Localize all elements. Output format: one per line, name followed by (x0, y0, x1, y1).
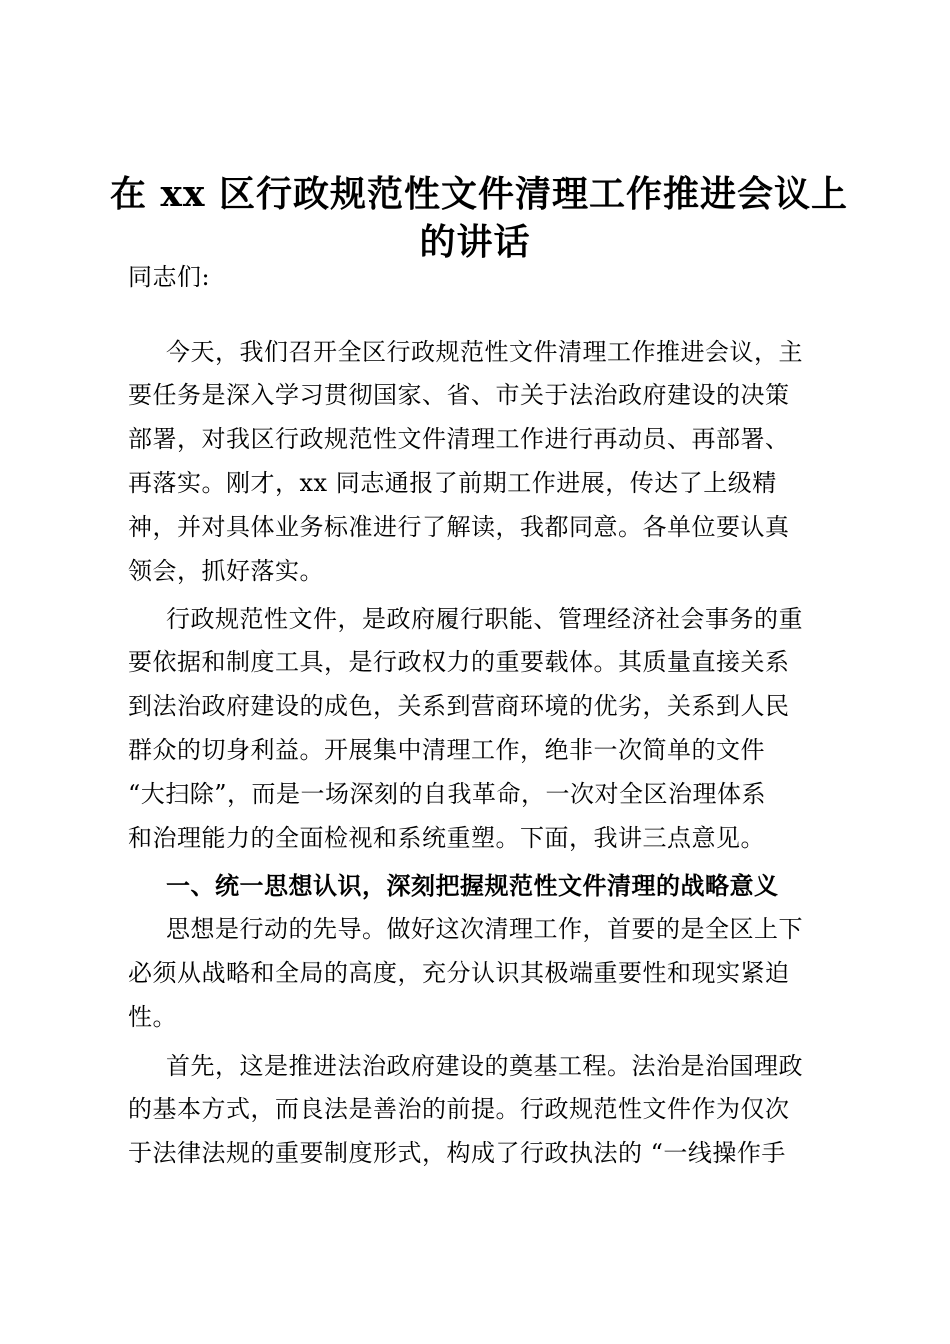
paragraph-line: 的基本方式，而良法是善治的前提。行政规范性文件作为仅次 (128, 1095, 790, 1123)
paragraph-line: 必须从战略和全局的高度，充分认识其极端重要性和现实紧迫 (128, 959, 790, 987)
paragraph-line: 和治理能力的全面检视和系统重塑。下面，我讲三点意见。 (128, 824, 765, 852)
paragraph-line: 群众的切身利益。开展集中清理工作，绝非一次简单的文件 (128, 736, 765, 764)
paragraph-line: 神，并对具体业务标准进行了解读，我都同意。各单位要认真 (128, 513, 790, 541)
paragraph-line: 行政规范性文件，是政府履行职能、管理经济社会事务的重 (166, 605, 803, 633)
paragraph-line: 今天，我们召开全区行政规范性文件清理工作推进会议，主 (166, 338, 803, 366)
paragraph-line: 到法治政府建设的成色，关系到营商环境的优劣，关系到人民 (128, 692, 790, 720)
paragraph-line: 领会，抓好落实。 (128, 557, 324, 585)
document-title-line-1: 在 xx 区行政规范性文件清理工作推进会议上 (110, 173, 848, 215)
paragraph-line: 再落实。刚才，xx 同志通报了前期工作进展，传达了上级精 (128, 469, 777, 497)
paragraph-line: 于法律法规的重要制度形式，构成了行政执法的 “一线操作手 (128, 1139, 786, 1167)
paragraph-line: 性。 (128, 1003, 177, 1031)
paragraph-line: 部署，对我区行政规范性文件清理工作进行再动员、再部署、 (128, 425, 790, 453)
paragraph-line: 要依据和制度工具，是行政权力的重要载体。其质量直接关系 (128, 648, 790, 676)
salutation: 同志们: (128, 263, 211, 291)
section-heading: 一、统一思想认识，深刻把握规范性文件清理的战略意义 (166, 871, 779, 900)
document-title-line-2: 的讲话 (419, 221, 531, 263)
paragraph-line: 首先，这是推进法治政府建设的奠基工程。法治是治国理政 (166, 1052, 803, 1080)
paragraph-line: 思想是行动的先导。做好这次清理工作，首要的是全区上下 (166, 915, 803, 943)
paragraph-line: “大扫除”，而是一场深刻的自我革命，一次对全区治理体系 (128, 780, 767, 808)
paragraph-line: 要任务是深入学习贯彻国家、省、市关于法治政府建设的决策 (128, 381, 790, 409)
